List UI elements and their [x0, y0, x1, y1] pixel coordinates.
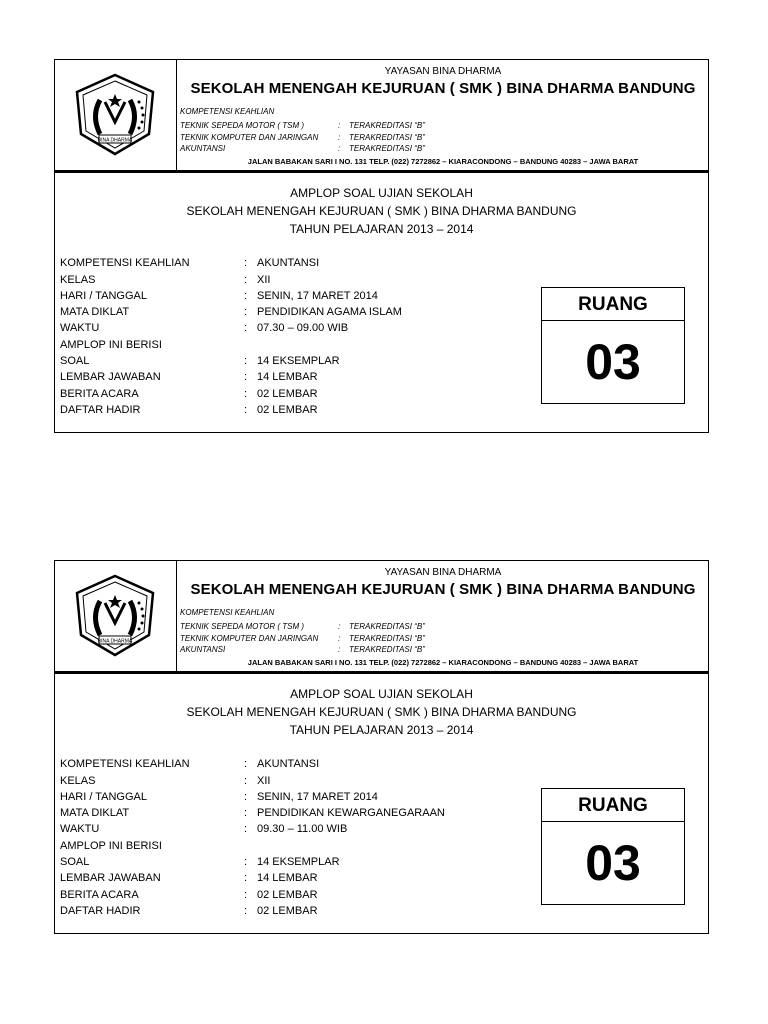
info-label: KELAS	[60, 775, 96, 787]
program-status: TERAKREDITASI “B”	[349, 622, 425, 631]
info-label: KELAS	[60, 274, 96, 286]
envelope-subtitle: SEKOLAH MENENGAH KEJURUAN ( SMK ) BINA DHARMA BANDUNG	[186, 705, 577, 719]
envelope-title: AMPLOP SOAL UJIAN SEKOLAH	[290, 687, 473, 701]
foundation-name: YAYASAN BINA DHARMA	[384, 66, 502, 77]
info-label: KOMPETENSI KEAHLIAN	[60, 257, 190, 269]
info-colon: :	[244, 758, 248, 770]
envelope-title: AMPLOP SOAL UJIAN SEKOLAH	[290, 186, 473, 200]
info-label: MATA DIKLAT	[60, 306, 130, 318]
info-label: DAFTAR HADIR	[60, 404, 141, 416]
info-colon: :	[244, 355, 248, 367]
info-label: BERITA ACARA	[60, 889, 139, 901]
school-logo-icon	[69, 573, 161, 659]
info-label: LEMBAR JAWABAN	[60, 371, 161, 383]
info-value: 14 LEMBAR	[257, 872, 318, 884]
program-line	[180, 133, 425, 142]
letterhead	[55, 60, 708, 173]
info-label: MATA DIKLAT	[60, 807, 130, 819]
info-value: 14 LEMBAR	[257, 371, 318, 383]
program-status: TERAKREDITASI “B”	[349, 144, 425, 153]
program-separator: :	[338, 634, 341, 643]
info-value: XII	[257, 775, 271, 787]
info-colon: :	[244, 306, 248, 318]
program-name: TEKNIK SEPEDA MOTOR ( TSM )	[180, 121, 305, 130]
program-separator: :	[338, 622, 341, 631]
foundation-name: YAYASAN BINA DHARMA	[384, 567, 502, 578]
info-colon: :	[244, 388, 248, 400]
info-label: HARI / TANGGAL	[60, 290, 148, 302]
kompetensi-title: KOMPETENSI KEAHLIAN	[180, 608, 275, 617]
info-label: LEMBAR JAWABAN	[60, 872, 161, 884]
info-label: SOAL	[60, 355, 90, 367]
program-status: TERAKREDITASI “B”	[349, 634, 425, 643]
info-value: PENDIDIKAN KEWARGANEGARAAN	[257, 807, 445, 819]
info-value: 09.30 – 11.00 WIB	[257, 823, 348, 835]
info-colon: :	[244, 775, 248, 787]
info-label: AMPLOP INI BERISI	[60, 840, 162, 852]
logo-cell	[55, 561, 177, 671]
info-value: 14 EKSEMPLAR	[257, 856, 340, 868]
info-value: PENDIDIKAN AGAMA ISLAM	[257, 306, 402, 318]
program-status: TERAKREDITASI “B”	[349, 133, 425, 142]
info-label: AMPLOP INI BERISI	[60, 339, 162, 351]
info-label: KOMPETENSI KEAHLIAN	[60, 758, 190, 770]
info-value: AKUNTANSI	[257, 758, 320, 770]
info-value: 02 LEMBAR	[257, 404, 318, 416]
info-value: 14 EKSEMPLAR	[257, 355, 340, 367]
logo-text: BINA DHARMA	[97, 638, 133, 645]
program-line	[180, 121, 425, 130]
info-value: 02 LEMBAR	[257, 889, 318, 901]
info-colon: :	[244, 404, 248, 416]
school-name: SEKOLAH MENENGAH KEJURUAN ( SMK ) BINA DHARMA BANDUNG	[190, 80, 696, 97]
program-line	[180, 634, 425, 643]
school-logo-icon	[69, 72, 161, 158]
program-name: TEKNIK KOMPUTER DAN JARINGAN	[180, 634, 319, 643]
info-colon: :	[244, 905, 248, 917]
info-colon: :	[244, 823, 248, 835]
info-colon: :	[244, 856, 248, 868]
info-label: WAKTU	[60, 823, 100, 835]
program-status: TERAKREDITASI “B”	[349, 645, 425, 654]
program-separator: :	[338, 144, 341, 153]
info-label: HARI / TANGGAL	[60, 791, 148, 803]
info-value: AKUNTANSI	[257, 257, 320, 269]
academic-year: TAHUN PELAJARAN 2013 – 2014	[289, 723, 474, 737]
program-name: AKUNTANSI	[180, 645, 226, 654]
program-line	[180, 622, 425, 631]
program-name: TEKNIK SEPEDA MOTOR ( TSM )	[180, 622, 305, 631]
info-value: SENIN, 17 MARET 2014	[257, 791, 378, 803]
room-box	[541, 287, 685, 404]
program-separator: :	[338, 121, 341, 130]
program-separator: :	[338, 645, 341, 654]
letterhead	[55, 561, 708, 674]
room-label: RUANG	[542, 288, 684, 321]
info-value: XII	[257, 274, 271, 286]
info-colon: :	[244, 889, 248, 901]
info-value: SENIN, 17 MARET 2014	[257, 290, 378, 302]
info-colon: :	[244, 807, 248, 819]
academic-year: TAHUN PELAJARAN 2013 – 2014	[289, 222, 474, 236]
info-label: DAFTAR HADIR	[60, 905, 141, 917]
info-colon: :	[244, 290, 248, 302]
program-name: AKUNTANSI	[180, 144, 226, 153]
logo-text: BINA DHARMA	[97, 137, 133, 144]
info-colon: :	[244, 371, 248, 383]
info-colon: :	[244, 274, 248, 286]
program-name: TEKNIK KOMPUTER DAN JARINGAN	[180, 133, 319, 142]
program-line	[180, 645, 425, 654]
info-colon: :	[244, 791, 248, 803]
envelope-card	[54, 560, 709, 934]
program-status: TERAKREDITASI “B”	[349, 121, 425, 130]
info-label: BERITA ACARA	[60, 388, 139, 400]
info-value: 02 LEMBAR	[257, 905, 318, 917]
room-label: RUANG	[542, 789, 684, 822]
school-address: JALAN BABAKAN SARI I NO. 131 TELP. (022) 7272862 – KIARACONDONG – BANDUNG 40283 – JAWA BARAT	[247, 658, 639, 667]
info-value: 07.30 – 09.00 WIB	[257, 322, 349, 334]
envelope-subtitle: SEKOLAH MENENGAH KEJURUAN ( SMK ) BINA DHARMA BANDUNG	[186, 204, 577, 218]
logo-cell	[55, 60, 177, 170]
info-label: SOAL	[60, 856, 90, 868]
kompetensi-title: KOMPETENSI KEAHLIAN	[180, 107, 275, 116]
envelope-card	[54, 59, 709, 433]
school-address: JALAN BABAKAN SARI I NO. 131 TELP. (022) 7272862 – KIARACONDONG – BANDUNG 40283 – JAWA BARAT	[247, 157, 639, 166]
room-number: 03	[585, 835, 641, 891]
program-separator: :	[338, 133, 341, 142]
program-line	[180, 144, 425, 153]
info-colon: :	[244, 322, 248, 334]
info-colon: :	[244, 257, 248, 269]
room-box	[541, 788, 685, 905]
room-number: 03	[585, 334, 641, 390]
school-name: SEKOLAH MENENGAH KEJURUAN ( SMK ) BINA DHARMA BANDUNG	[190, 581, 696, 598]
info-value: 02 LEMBAR	[257, 388, 318, 400]
info-colon: :	[244, 872, 248, 884]
info-label: WAKTU	[60, 322, 100, 334]
